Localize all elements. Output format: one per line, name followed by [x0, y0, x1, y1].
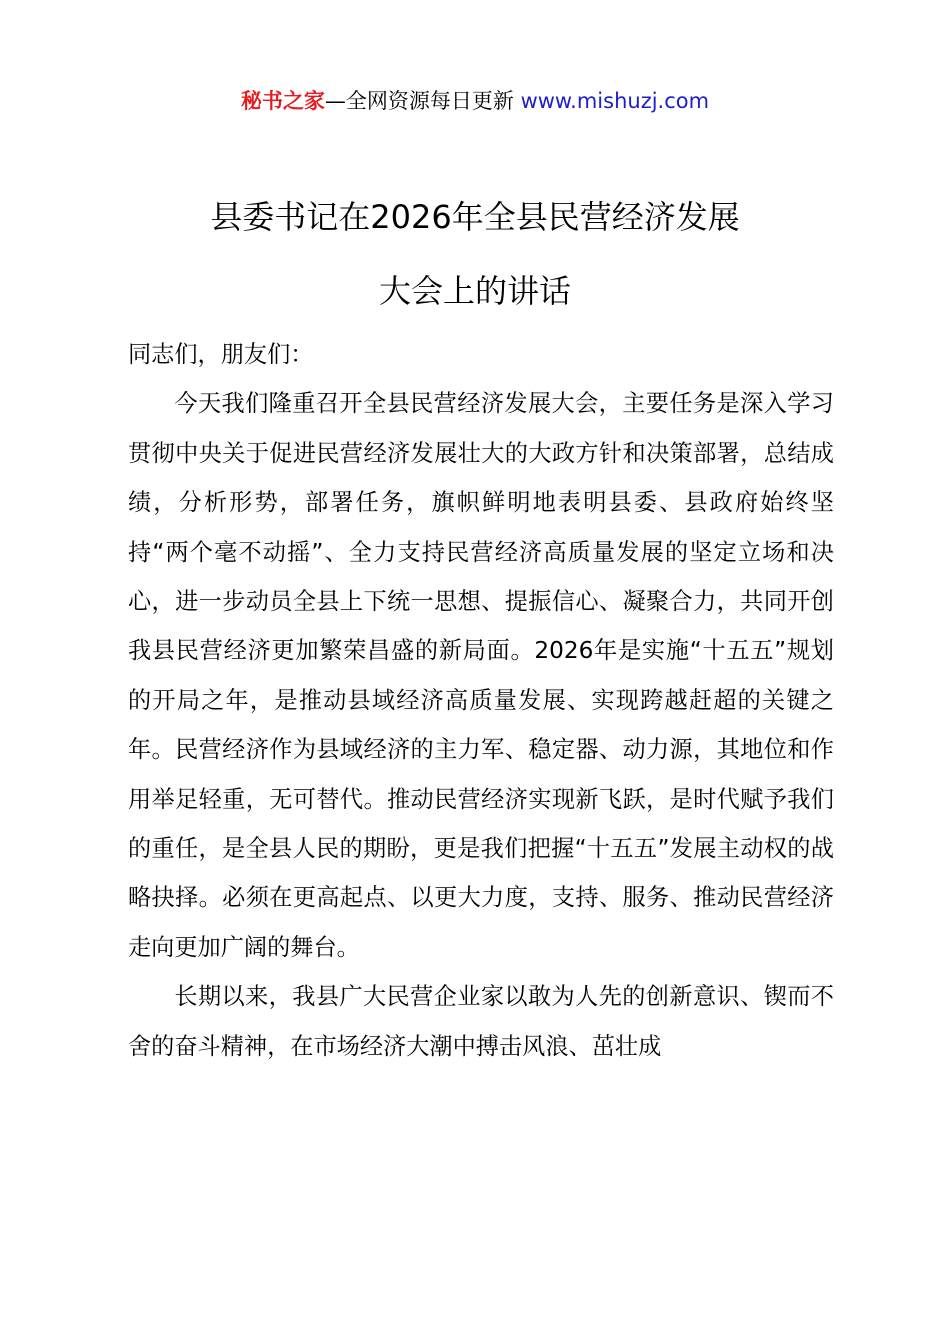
title-line-2: 大会上的讲话: [378, 272, 571, 310]
title-line-1: 县委书记在2026年全县民营经济发展: [210, 198, 740, 236]
site-url-link[interactable]: www.mishuzj.com: [520, 89, 710, 113]
paragraph: 今天我们隆重召开全县民营经济发展大会，主要任务是深入学习贯彻中央关于促进民营经济发展壮大的大政方针和决策部署，总结成绩，分析形势，部署任务，旗帜鲜明地表明县委、县政府始终坚持“两个毫不动摇”、全力支持民营经济高质量发展的坚定立场和决心，进一步动员全县上下统一思想、提振信心、凝聚合力，共同开创我县民营经济更加繁荣昌盛的新局面。2026年是实施“十五五”规划的开局之年，是推动县域经济高质量发展、实现跨越赶超的关键之年。民营经济作为县域经济的主力军、稳定器、动力源，其地位和作用举足轻重，无可替代。推动民营经济实现新飞跃，是时代赋予我们的重任，是全县人民的期盼，更是我们把握“十五五”发展主动权的战略抉择。必须在更高起点、以更大力度，支持、服务、推动民营经济走向更加广阔的舞台。: [128, 390, 834, 961]
site-brand: 秘书之家: [240, 89, 325, 113]
document-title: [0, 180, 950, 328]
site-tagline: —全网资源每日更新: [324, 89, 514, 113]
document-body: [128, 330, 834, 1071]
paragraph: 长期以来，我县广大民营企业家以敢为人先的创新意识、锲而不舍的奋斗精神，在市场经济大潮中搏击风浪、茁壮成: [128, 983, 834, 1060]
site-header: [0, 86, 950, 116]
salutation: 同志们，朋友们：: [128, 341, 314, 368]
